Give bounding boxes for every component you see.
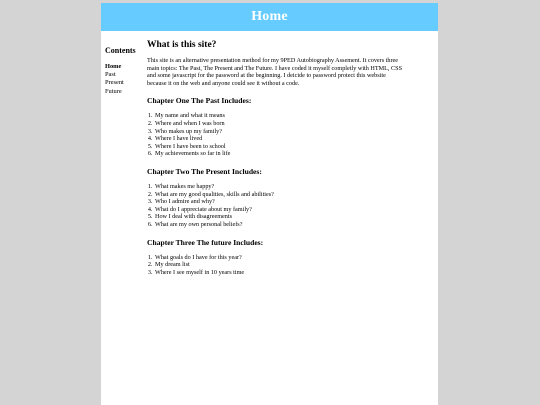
list-item: 1. What goals do I have for this year? [154, 254, 405, 262]
list-item: 2. Where and when I was born [154, 120, 405, 128]
list-item: 3. Who I admire and why? [154, 198, 405, 206]
intro-paragraph: This site is an alternative presentation method for my 9PED Autobiography Assement. It covers three main topics: The Past, The Present and The Future. I have coded it myself completly with HTML, CSS and some javascript for the password at the beginning. I deicide to password protect this website because it on the web and anyone could see it without a code. [147, 57, 403, 87]
chapter-list-past [147, 112, 405, 158]
page [101, 3, 438, 405]
header-bar [101, 3, 438, 31]
list-item: 4. Where I have lived [154, 135, 405, 143]
list-item: 2. What are my good qualities, skills and abilities? [154, 191, 405, 199]
sidebar-item-present[interactable]: Present [105, 79, 124, 87]
list-item: 3. Where I see myself in 10 years time [154, 269, 405, 277]
chapter-heading-past: Chapter One The Past Includes: [147, 96, 252, 106]
sidebar [105, 46, 145, 96]
chapter-list-present [147, 183, 405, 229]
list-item: 6. My achievements so far in life [154, 150, 405, 158]
list-item: 6. What are my own personal beliefs? [154, 221, 405, 229]
list-item: 2. My dream list [154, 261, 405, 269]
section-title: What is this site? [147, 40, 217, 50]
sidebar-item-future[interactable]: Future [105, 87, 122, 95]
main-content [147, 40, 405, 276]
list-item: 4. What do I appreciate about my family? [154, 206, 405, 214]
sidebar-item-past[interactable]: Past [105, 71, 116, 79]
page-title: Home [251, 9, 288, 24]
list-item: 5. How I deal with disagreements [154, 213, 405, 221]
sidebar-item-home[interactable]: Home [105, 63, 122, 70]
list-item: 3. Who makes up my family? [154, 128, 405, 136]
sidebar-heading: Contents [105, 46, 136, 55]
chapter-list-future [147, 254, 405, 277]
chapter-heading-present: Chapter Two The Present Includes: [147, 166, 262, 176]
list-item: 5. Where I have been to school [154, 143, 405, 151]
chapter-heading-future: Chapter Three The future Includes: [147, 237, 264, 247]
list-item: 1. My name and what it means [154, 112, 405, 120]
list-item: 1. What makes me happy? [154, 183, 405, 191]
